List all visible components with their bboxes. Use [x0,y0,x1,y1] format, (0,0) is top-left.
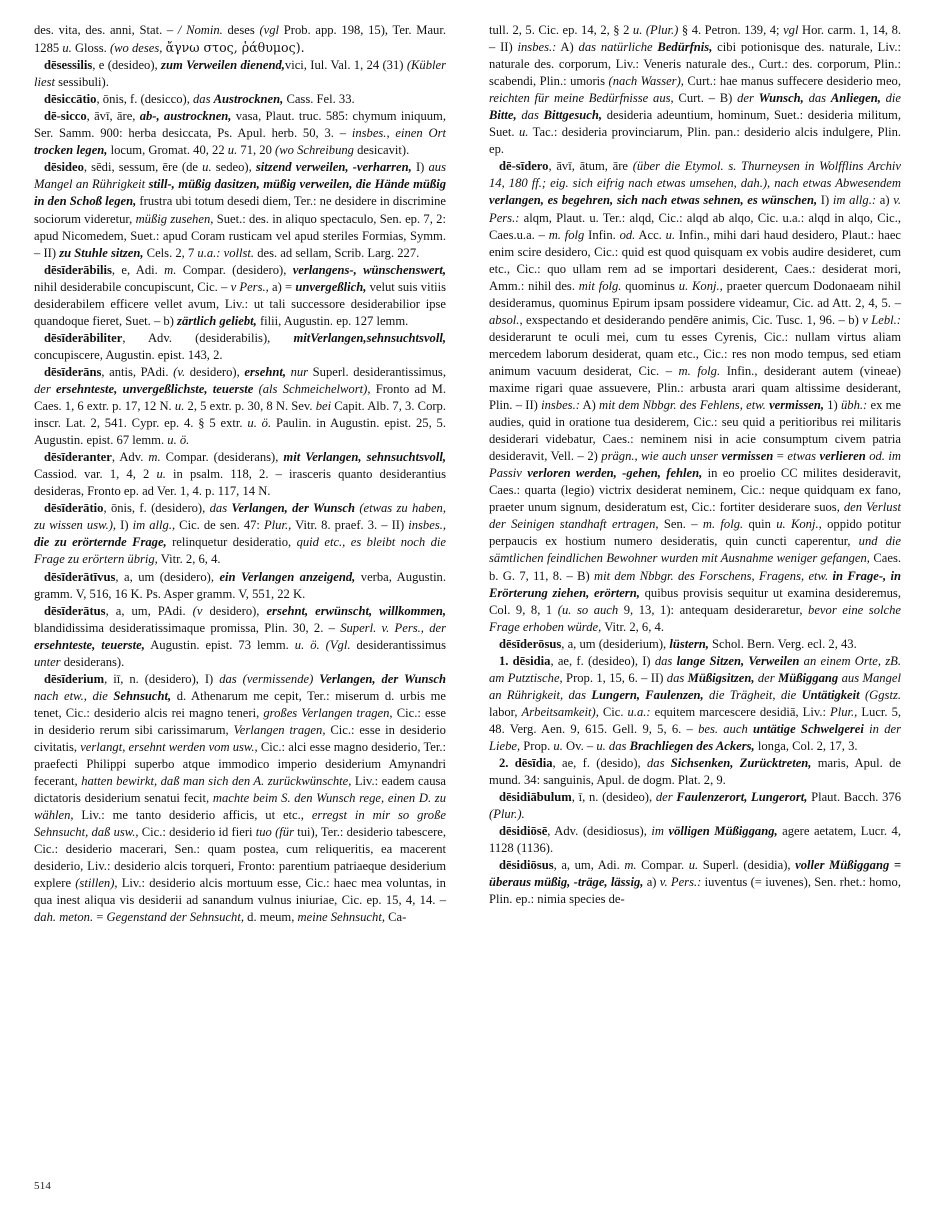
page-columns [34,22,901,1142]
dictionary-entry: dēsideo, sēdi, sessum, ēre (de u. sedeo), sitzend verweilen, -verharren, I) aus Mangel an Rührigkeit still-, müßig dasitzen, müßig verweilen, die Hände müßig in den Schoß legen, frustra ubi totum desedi diem, Ter.: ne desidere in discrimine sociorum videretur, müßig zusehen, Suet.: des. in aliquo spectaculo, Sen. ep. 7, 2: apud Nicomedem, Suet.: apud Coram rusticam vel apud steriles Formias, Symm. – II) zu Stuhle sitzen, Cels. 2, 7 u.a.: vollst. des. ad sellam, Scrib. Larg. 227. [34,160,446,260]
dictionary-entry: dēsīderāns, antis, PAdi. (v. desidero), ersehnt, nur Superl. desiderantissimus, der ersehnteste, unvergeßlichste, teuerste (als Schmeichelwort), Fronto ad M. Caes. 1, 6 extr. p. 17, 12 N. u. 2, 5 extr. p. 30, 8 N. Sev. bei Capit. Alb. 7, 3. Corp. inscr. Lat. 2, 541. Cypr. ep. 4. § 5 extr. u. ö. Paulin. in Augustin. epist. 25, 5. Augustin. epist. 67 lemm. u. ö. [34,364,447,448]
dictionary-entry: dēsīderium, iī, n. (desidero), I) das (vermissende) Verlangen, der Wunsch nach etw., die Sehnsucht, d. Athenarum me cepit, Ter.: miserum d. urbis me tenet, Cic.: desiderio alcis rei magno teneri, großes Verlangen tragen, Cic.: esse in desiderio rerum sibi carissimarum, Verlangen tragen, Cic.: esse in desiderio civitatis, verlangt, ersehnt werden vom usw., Cic.: alci esse magno desiderio, Ter.: praefecti Philippi superbo atque immodico imperio desiderium Amynandri fecerant, hatten bewirkt, daß man sich den A. zurückwünschte, Liv.: eadem causa dictatoris desiderium senatui fecit, machte beim S. den Wunsch rege, einen D. zu wählen, Liv.: me tanto desiderio afficis, ut etc., erregst in mir so große Sehnsucht, daß usw., Cic.: desiderio id fieri tuo (für tui), Ter.: desiderio tabescere, Cic.: desiderio macerari, Sen.: quam postea, cum reliqueritis, ea macerent desiderio, Liv.: desiderio alcis torqueri, Fronto: parentium patriaeque desiderium explere (stillen), Liv.: desiderio alcis mortuum esse, Cic.: haec mea voluntas, in qua inest aliqua vis desiderii ad sanandum vulnus iniuriae, Cic. ep. 15, 4, 14. – dah. meton. = Gegenstand der Sehnsucht, d. meum, meine Sehnsucht, Ca- [34,671,447,925]
entry-continuation: tull. 2, 5. Cic. ep. 14, 2, § 2 u. (Plur.) § 4. Petron. 139, 4; vgl Hor. carm. 1, 14, 8. – II) insbes.: A) das natürliche Bedürfnis, cibi potionisque des. naturale, Liv.: naturale des. corporum, Liv.: Veneris naturale des., Curt.: des. corporum, Plin.: scabendi, Plin.: umoris (nach Wasser), Curt.: hae manus suffecere desiderio meo, reichten für meine Bedürfnisse aus, Curt. – B) der Wunsch, das Anliegen, die Bitte, das Bittgesuch, desideria adeuntium, hominum, Suet.: desideria militum, Suet. u. Tac.: desideria provinciarum, Plin. pan.: desiderio alcis indulgere, Plin. ep. [489,23,902,157]
dictionary-entry: dēsidiōsus, a, um, Adi. m. Compar. u. Superl. (desidia), voller Müßiggang = überaus müßig, -träge, lässig, a) v. Pers.: iuventus (= iuvenes), Sen. rhet.: homo, Plin. ep.: nimia species de- [489,858,901,907]
dictionary-entry: dēsiccātio, ōnis, f. (desicco), das Austrocknen, Cass. Fel. 33. [44,92,355,107]
right-text-column [489,22,901,908]
dictionary-entry: 1. dēsidia, ae, f. (desideo), I) das lange Sitzen, Verweilen an einem Orte, zB. am Putztische, Prop. 1, 15, 6. – II) das Müßigsitzen, der Müßiggang aus Mangel an Rührigkeit, das Lungern, Faulenzen, die Trägheit, die Untätigkeit (Ggstz. labor, Arbeitsamkeit), Cic. u.a.: equitem marcescere desidiā, Liv.: Plur., Lucr. 5, 48. Verg. Aen. 9, 615. Gell. 9, 5, 6. – bes. auch untätige Schwelgerei in der Liebe, Prop. u. Ov. – u. das Brachliegen des Ackers, longa, Col. 2, 17, 3. [489,653,902,753]
dictionary-entry: dēsīderanter, Adv. m. Compar. (desiderans), mit Verlangen, sehnsuchtsvoll, Cassiod. var. 1, 4, 2 u. in psalm. 118, 2. – irasceris quanto desiderantius desideras, Fronto ep. ad Ver. 1, 4. p. 117, 14 N. [34,450,446,499]
left-text-column [34,22,446,926]
dictionary-entry: dē-sicco, āvī, āre, ab-, austrocknen, vasa, Plaut. truc. 585: chymum iniquum, Ser. Samm. 900: herba desiccata, Ps. Apul. herb. 50, 3. – insbes., einen Ort trocken legen, locum, Gromat. 40, 22 u. 71, 20 (wo Schreibung desicavit). [34,109,446,158]
dictionary-entry: dēsīderātīvus, a, um (desidero), ein Verlangen anzeigend, verba, Augustin. gramm. V, 516, 16 K. Ps. Asper gramm. V, 551, 22 K. [34,569,447,601]
dictionary-entry: dēsīderābiliter, Adv. (desiderabilis), mitVerlangen,sehnsuchtsvoll, concupiscere, Augustin. epist. 143, 2. [34,330,446,362]
dictionary-entry: 2. dēsīdia, ae, f. (desido), das Sichsenken, Zurücktreten, maris, Apul. de mund. 34: sanguinis, Apul. de dogm. Plat. 2, 9. [489,756,902,788]
dictionary-entry: dēsīderābilis, e, Adi. m. Compar. (desidero), verlangens-, wünschenswert, nihil desiderabile concupiscunt, Cic. – v Pers., a) = unvergeßlich, velut suis vitiis desiderabilem efficere vellet avum, Liv.: ut tali successore desiderabilior ipse quandoque fieret, Suet. – b) zärtlich geliebt, filii, Augustin. ep. 127 lemm. [34,262,446,328]
dictionary-entry: dēsessilis, e (desideo), zum Verweilen dienend,vici, Iul. Val. 1, 24 (31) (Kübler liest sessibuli). [34,58,446,90]
entry-continuation: des. vita, des. anni, Stat. – / Nomin. deses (vgl Prob. app. 198, 15), Ter. Maur. 1285 u. Gloss. (wo deses, ἄγνω στος, ῥάθυμος). [34,23,446,56]
dictionary-entry: dēsidiābulum, ī, n. (desideo), der Faulenzerort, Lungerort, Plaut. Bacch. 376 (Plur.). [489,790,901,822]
dictionary-entry: dēsīderātus, a, um, PAdi. (v desidero), ersehnt, erwünscht, willkommen, blandidissima desideratissimaque promissa, Plin. 30, 2. – Superl. v. Pers., der ersehnteste, teuerste, Augustin. epist. 73 lemm. u. ö. (Vgl. desiderantissimus unter desiderans). [34,603,446,669]
dictionary-entry: dēsīderōsus, a, um (desiderium), lüstern, Schol. Bern. Verg. ecl. 2, 43. [499,636,857,651]
dictionary-entry: dē-sīdero, āvī, ātum, āre (über die Etymol. s. Thurneysen in Wolfflins Archiv 14, 180 ff.; eig. sich eifrig nach etwas umsehen, dah.), nach etwas Abwesendem verlangen, es begehren, sich nach etwas sehnen, es wünschen, I) im allg.: a) v. Pers.: alqm, Plaut. u. Ter.: alqd, Cic.: alqd ab alqo, Cic. u.a.: alqd in alqo, Cic., Caes.u.a. – m. folg Infin. od. Acc. u. Infin., mihi dari haud desidero, Plaut.: haec enim scire desidero, Cic.: quid est quod quisquam ex vobis audire desideret, cum etc., Cic.: quo ullam rem ad se importari desiderent, Caes.: desiderat mori, Amm.: nihil des. mit folg. quominus u. Konj., praeter quercum Dodonaeam nihil desideramus, quominus Epirum ipsam possidere videamur, Cic. ad Att. 2, 4, 5. – absol., exspectando et desiderando pendēre animis, Cic. Tusc. 1, 96. – b) v Lebl.: desiderarunt te oculi mei, cum tu esses Cyrenis, Cic.: nullam virtus aliam mercedem laborum desiderat, quam etc., Cic.: res non modo tempus, sed etiam animum vacuum desiderat, Cic. – m. folg. Infin., desiderant autem (vineae) maxime rigari quae assuevere, Plin.: arbusta arari quam altissime desiderant, Plin. – II) insbes.: A) mit dem Nbbgr. des Fehlens, etw. vermissen, 1) übh.: ex me audies, quid in oratione tua desiderem, Cic.: seu quid a peritioribus rei militaris desiderari videbatur, Caes.: neminem nisi in acie consumptum civem patria desideravit, Vell. – 2) prägn., wie auch unser vermissen = etwas verlieren od. im Passiv verloren werden, -gehen, fehlen, in eo proelio CC milites desideravit, Caes.: quarta (legio) victrix desiderat neminem, Cic.: neque quidquam ex fano, praeter unum signum, desideratum est, Cic.: fortiter desiderare suos, den Verlust der Seinigen standhaft ertragen, Sen. – m. folg. quin u. Konj., oppido potitur perpaucis ex hostium numero desideratis, quin cuncti caperentur, und die sämtlichen feindlichen Bewohner wurden mit Ausnahme weniger gefangen, Caes. b. G. 7, 11, 8. – B) mit dem Nbbgr. des Forschens, Fragens, etw. in Frage-, in Erörterung ziehen, erörtern, quibus provisis sequitur ut examina desideremus, Col. 9, 8, 1 (u. so auch 9, 13, 1): antequam desideraretur, bevor eine solche Frage erhoben würde, Vitr. 2, 6, 4. [489,159,902,634]
dictionary-entry: dēsīderātio, ōnis, f. (desidero), das Verlangen, der Wunsch (etwas zu haben, zu wissen usw.), I) im allg., Cic. de sen. 47: Plur., Vitr. 8. praef. 3. – II) insbes., die zu erörternde Frage, relinquetur desideratio, quid etc., es bleibt noch die Frage zu erörtern übrig, Vitr. 2, 6, 4. [34,501,447,567]
page-number: 514 [34,1180,52,1192]
dictionary-entry: dēsidiōsē, Adv. (desidiosus), im völligen Müßiggang, agere aetatem, Lucr. 4, 1128 (1136). [489,824,901,856]
